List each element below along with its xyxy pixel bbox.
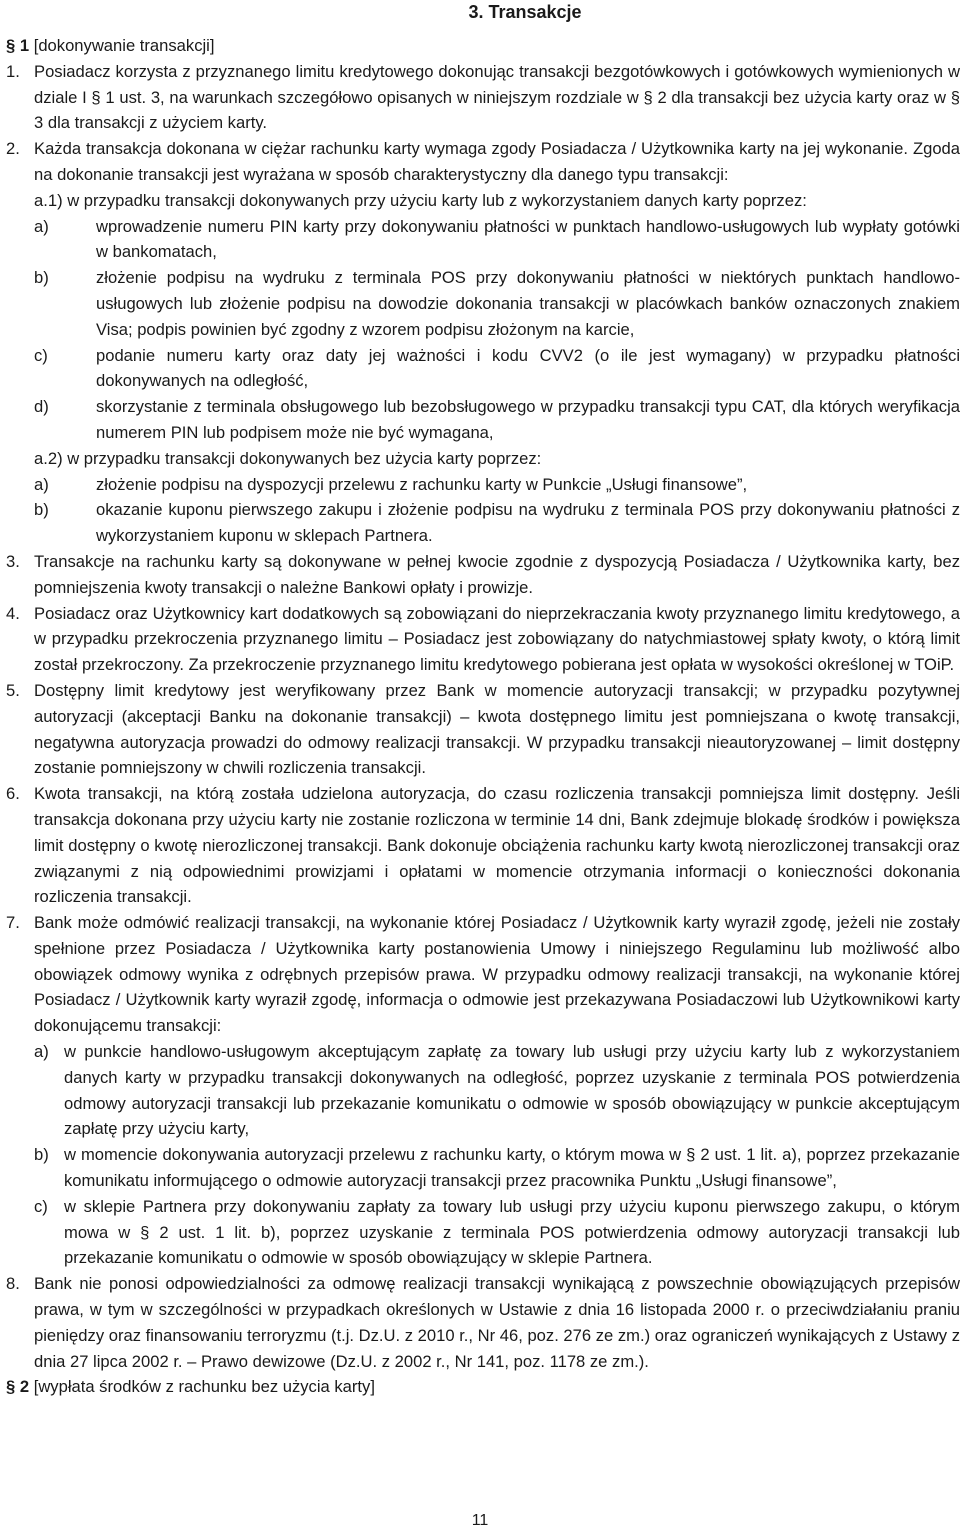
a2-item: [34, 472, 960, 498]
section-title: [dokonywanie transakcji]: [33, 36, 215, 55]
item-letter: b): [34, 268, 49, 288]
item-letter: a): [34, 216, 49, 236]
section-symbol: § 2: [6, 1377, 30, 1397]
paragraph-5: [6, 678, 960, 781]
item-text: w punkcie handlowo-usługowym akceptującym zapłatę za towary lub usługi przy użyciu karty lub z wykorzystaniem danych karty w przypadku transakcji dokonywanych na odległość, poprzez uzyskanie z terminala POS potwierdzenia odmowy autoryzacji transakcji lub przekazanie komunikatu o odmowie w sposób obowiązujący w punkcie akceptującym zapłatę przy użyciu karty,: [64, 1042, 960, 1139]
a1-item: [34, 394, 960, 446]
paragraph-4: [6, 601, 960, 678]
section-1-heading: [6, 33, 960, 59]
item-text: złożenie podpisu na dyspozycji przelewu z rachunku karty w Punkcie „Usługi finansowe”,: [96, 474, 748, 494]
paragraph-1: [6, 59, 960, 136]
item-letter: a): [34, 474, 49, 494]
a1-item: [34, 343, 960, 395]
subsection-a1: a.1) w przypadku transakcji dokonywanych przy użyciu karty lub z wykorzystaniem danych karty poprzez:: [34, 190, 807, 210]
item-text: w momencie dokonywania autoryzacji przelewu z rachunku karty, o którym mowa w § 2 ust. 1 lit. a), poprzez przekazanie komunikatu informującego o odmowie autoryzacji transakcji przez pracownika Punktu „Usługi finansowe”,: [64, 1145, 960, 1191]
paragraph-3: [6, 549, 960, 601]
item-text: skorzystanie z terminala obsługowego lub bezobsługowego w przypadku transakcji typu CAT, dla których weryfikacja numerem PIN lub podpisem może nie być wymagana,: [96, 397, 960, 442]
item-letter: c): [34, 345, 48, 365]
paragraph-number: 7.: [6, 913, 20, 933]
subsection-a2: a.2) w przypadku transakcji dokonywanych bez użycia karty poprzez:: [34, 448, 542, 468]
paragraph-number: 5.: [6, 680, 20, 700]
p7-item: [34, 1142, 960, 1194]
paragraph-text: Kwota transakcji, na którą została udzielona autoryzacja, do czasu rozliczenia transakcji pomniejsza limit dostępny. Jeśli transakcja dokonana przy użyciu karty nie zostanie rozliczona w terminie 14 dni, Bank zdejmuje blokadę środków i powiększa limit dostępny o kwotę nierozliczonej transakcji. Bank dokonuje obciążenia rachunku karty kwotą nierozliczonej transakcji oraz związanymi z nią odpowiednimi prowizjami i opłatami w momencie otrzymania informacji o konieczności dokonania rozliczenia transakcji.: [34, 784, 960, 907]
item-letter: b): [34, 500, 49, 520]
paragraph-text: Posiadacz oraz Użytkownicy kart dodatkowych są zobowiązani do nieprzekraczania kwoty przyznanego limitu kredytowego, a w przypadku przekroczenia przyznanego limitu – Posiadacz jest zobowiązany do natychmiastowej spłaty kwoty, o którą limit został przekroczony. Za przekroczenie przyznanego limitu kredytowego pobierana jest opłata w wysokości określonej w TOiP.: [34, 603, 960, 675]
paragraph-text: Dostępny limit kredytowy jest weryfikowany przez Bank w momencie autoryzacji transakcji; w przypadku pozytywnej autoryzacji (akceptacji Banku na dokonanie transakcji) – kwota dostępnego limitu jest pomniejszana o kwotę transakcji, negatywna autoryzacja prowadzi do odmowy realizacji transakcji. W przypadku transakcji nieautoryzowanej – limit dostępny zostanie pomniejszony w chwili rozliczenia transakcji.: [34, 680, 960, 778]
section-title: [wypłata środków z rachunku bez użycia karty]: [33, 1377, 375, 1397]
section-symbol: § 1: [6, 36, 30, 55]
p7-item: [34, 1194, 960, 1271]
paragraph-number: 1.: [6, 61, 20, 81]
paragraph-text: Transakcje na rachunku karty są dokonywane w pełnej kwocie zgodnie z dyspozycją Posiadacza / Użytkownika karty, bez pomniejszenia kwoty transakcji o należne Bankowi opłaty i prowizje.: [34, 551, 960, 597]
paragraph-2: [6, 136, 960, 188]
item-letter: a): [34, 1042, 49, 1062]
paragraph-text: Każda transakcja dokonana w ciężar rachunku karty wymaga zgody Posiadacza / Użytkownika karty na jej wykonanie. Zgoda na dokonanie transakcji jest wyrażana w sposób charakterystyczny dla danego typu transakcji:: [34, 139, 960, 184]
paragraph-number: 3.: [6, 551, 20, 571]
item-letter: d): [34, 397, 49, 417]
paragraph-text: Bank może odmówić realizacji transakcji, na wykonanie której Posiadacz / Użytkownik karty wyraził zgodę, jeżeli nie zostały spełnione przez Posiadacza / Użytkownika karty postanowienia Umowy i niniejszego Regulaminu lub możliwość albo obowiązek odmowy wynika z odrębnych przepisów prawa. W przypadku odmowy realizacji transakcji, na wykonanie której Posiadacz / Użytkownik karty wyraził zgodę, informacja o odmowie jest przekazywana Posiadaczowi lub Użytkownikowi karty dokonującemu transakcji:: [34, 913, 960, 1036]
item-text: złożenie podpisu na wydruku z terminala POS przy dokonywaniu płatności w niektórych punktach handlowo-usługowych lub złożenie podpisu na dowodzie dokonania transakcji w placówkach banków oznaczonych znakiem Visa; podpis powinien być zgodny z wzorem podpisu złożonym na karcie,: [96, 268, 960, 339]
page-number: 11: [471, 1512, 489, 1529]
item-text: podanie numeru karty oraz daty jej ważności i kodu CVV2 (o ile jest wymagany) w przypadku płatności dokonywanych na odległość,: [96, 345, 960, 391]
item-letter: b): [34, 1145, 49, 1165]
a1-item: [34, 214, 960, 266]
paragraph-number: 2.: [6, 139, 20, 159]
chapter-title: 3. Transakcje: [468, 2, 582, 22]
a2-item: [34, 497, 960, 549]
paragraph-7: [6, 910, 960, 1039]
item-text: okazanie kuponu pierwszego zakupu i złożenie podpisu na wydruku z terminala POS przy dokonywaniu płatności z wykorzystaniem kuponu w sklepach Partnera.: [96, 500, 960, 546]
paragraph-8: [6, 1271, 960, 1374]
paragraph-number: 6.: [6, 784, 20, 804]
paragraph-6: [6, 781, 960, 910]
document-page: [6, 0, 960, 1400]
a1-item: [34, 265, 960, 342]
paragraph-text: Bank nie ponosi odpowiedzialności za odmowę realizacji transakcji wynikającą z powszechnie obowiązujących przepisów prawa, w tym w szczególności w przypadkach określonych w Ustawie z dnia 16 listopada 2000 r. o przeciwdziałaniu praniu pieniędzy oraz finansowaniu terroryzmu (t.j. Dz.U. z 2010 r., Nr 46, poz. 276 ze zm.) oraz ograniczeń wynikających z Ustawy z dnia 27 lipca 2002 r. – Prawo dewizowe (Dz.U. z 2002 r., Nr 141, poz. 1178 ze zm.).: [34, 1274, 960, 1371]
item-text: wprowadzenie numeru PIN karty przy dokonywaniu płatności w punktach handlowo-usługowych lub wypłaty gotówki w bankomatach,: [96, 216, 960, 262]
p7-item: [34, 1039, 960, 1142]
paragraph-text: Posiadacz korzysta z przyznanego limitu kredytowego dokonując transakcji bezgotówkowych i gotówkowych wymienionych w dziale I § 1 ust. 3, na warunkach szczegółowo opisanych w niniejszym rozdziale w § 2 dla transakcji bez użycia karty oraz w § 3 dla transakcji z użyciem karty.: [34, 61, 960, 133]
item-text: w sklepie Partnera przy dokonywaniu zapłaty za towary lub usługi przy użyciu kuponu pierwszego zakupu, o którym mowa w § 2 ust. 1 lit. b), poprzez uzyskanie z terminala POS potwierdzenia odmowy autoryzacji transakcji lub przekazanie komunikatu o odmowie w sposób obowiązujący w sklepie Partnera.: [64, 1196, 960, 1268]
section-2-heading: [6, 1374, 960, 1400]
item-letter: c): [34, 1196, 48, 1216]
paragraph-number: 8.: [6, 1274, 20, 1294]
paragraph-number: 4.: [6, 603, 20, 623]
